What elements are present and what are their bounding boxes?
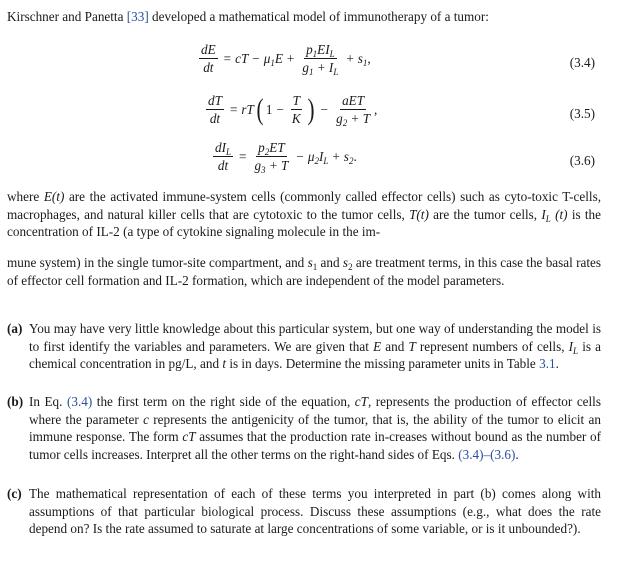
intro-rest: developed a mathematical model of immunotherapy of a tumor: [152, 9, 489, 24]
equation-3-6-body: $\frac{dI_L}{dt}$ = $\frac{p_2ET}{g_3 + T}$ − $\mu_2I_L$ + $s_2$. [215, 140, 357, 175]
eq-ref-link-3-6[interactable]: (3.6) [490, 446, 516, 462]
equation-3-5 [0, 93, 621, 131]
item-label-a: (a) [7, 321, 23, 336]
intro-sentence [7, 8, 607, 26]
equation-3-5-body: $\frac{dT}{dt}$ = rT ( 1 − $\frac{T}{K}$ ) − $\frac{\text{aET}}{g_2 + T}$ , [208, 92, 378, 128]
equation-number-3-5: (3.5) [569, 106, 595, 121]
equation-number-3-4: (3.4) [569, 55, 595, 70]
fraction-dT-dt: $\frac{dT}{dt}$ [208, 93, 222, 126]
fraction-aET: $\frac{\text{aET}}{g_2 + T}$ [336, 93, 371, 128]
item-label-c: (c) [7, 486, 22, 501]
exercise-item-c [7, 485, 601, 538]
exercise-item-a [7, 320, 601, 373]
variables-paragraph: where E(t) are the activated immune-system cells (commonly called effector cells) such as cyto-toxic T-cells, macrophages, and natural killer cells that are cytotoxic to the tumor cells, T(t) are the tumor cells, $I_L$ (t) is the concentration of IL-2 (a type of cytokine signaling molecule in the im- [7, 189, 602, 240]
item-text-c: The mathematical representation of each of these terms you interpreted in part (b) comes along with assumptions of that particular biological process. Discuss these assumptions (e.g., what does the rate depend on? Is the rate assumed to saturate at large concentrations of some variable, or is it unbounded?). [29, 486, 601, 537]
item-label-b: (b) [7, 394, 24, 409]
fraction-p2ET: $\frac{p_2ET}{g_3 + T}$ [254, 140, 289, 175]
treatment-terms-paragraph: mune system) in the single tumor-site compartment, and $s_1$ and $s_2$ are treatment terms, in this case the basal rates of effector cell formation and IL-2 formation, which are independent of the model parameters. [7, 255, 602, 288]
item-text-b: In Eq. (3.4) the first term on the right side of the equation, cT, represents the production of effector cells where the parameter c represents the antigenicity of the tumor, that is, the ability of the tumor to elicit an immune response. The form cT assumes that the production rate in-creases without bound as the number of tumor cells increases. Interpret all the other terms on the right-hand sides of Eqs. (3.4)–(3.6). [29, 394, 601, 462]
intro-authors: Kirschner and Panetta [7, 9, 124, 24]
table-ref-link[interactable]: 3.1 [539, 356, 556, 372]
eq-ref-link-3-4b[interactable]: (3.4) [458, 446, 484, 462]
fraction-dIL-dt: $\frac{dI_L}{dt}$ [215, 140, 232, 173]
equation-number-3-6: (3.6) [569, 153, 595, 168]
fraction-p1EIL: $\frac{p_1EI_L}{g_1 + I_L}$ [302, 42, 339, 77]
fraction-T-K: $\frac{T}{K}$ [291, 93, 301, 126]
fraction-dE-dt: $\frac{dE}{dt}$ [201, 42, 216, 75]
citation-link-33[interactable]: [33] [126, 9, 149, 24]
equation-3-4-body: $\frac{dE}{dt}$ = cT − $\mu_1E$ + $\frac{p_1EI_L}{g_1 + I_L}$ + $s_1$, [201, 42, 371, 77]
equation-3-4 [0, 40, 621, 78]
eq-ref-link-3-4[interactable]: (3.4) [66, 394, 93, 409]
equation-3-6 [0, 140, 621, 178]
item-text-a: You may have very little knowledge about this particular system, but one way of understanding the model is to first identify the variables and parameters. We are given that E and T represent numbers of cells, $I_L$ is a chemical concentration in pg/L, and t is in days. Determine the missing parameter units in Table 3.1. [29, 321, 601, 372]
exercise-item-b [7, 393, 601, 463]
